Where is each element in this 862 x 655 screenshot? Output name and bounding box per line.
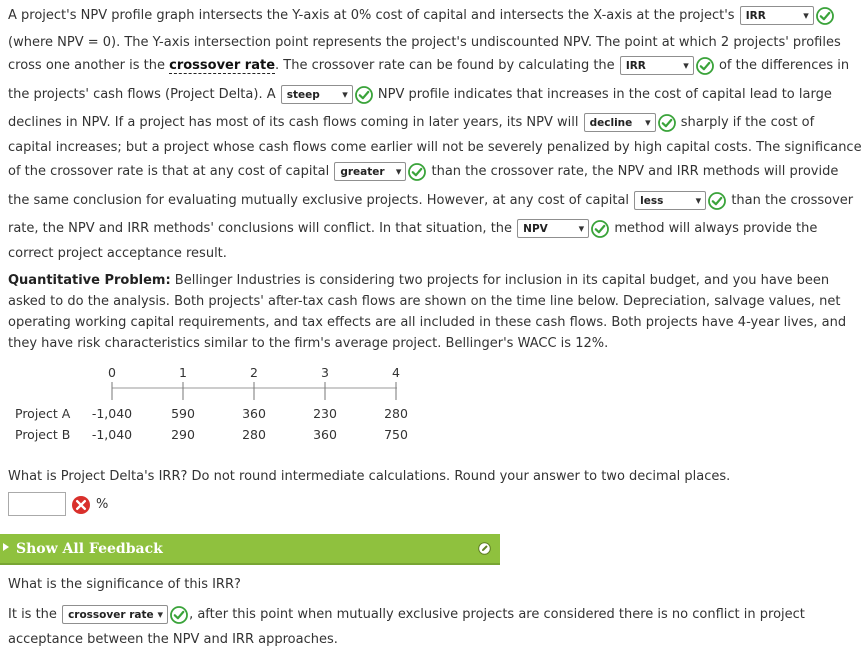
check-icon bbox=[696, 57, 714, 75]
crossover-rate-select[interactable] bbox=[62, 605, 168, 624]
problem-text: operating working capital requirements, and tax effects are all included in these cash flows. Both projects have 4-year lives, and bbox=[8, 315, 847, 330]
chevron-down-icon: ▾ bbox=[342, 88, 348, 101]
cash-flow-value: -1,040 bbox=[91, 406, 133, 421]
question-text: What is Project Delta's IRR? Do not round intermediate calculations. Round your answer to two decimal places. bbox=[8, 469, 731, 484]
select-value: greater bbox=[340, 166, 385, 178]
check-icon bbox=[170, 606, 188, 624]
intro-line-10 bbox=[8, 246, 227, 261]
intro-text: sharply if the cost of bbox=[680, 115, 815, 130]
timeline-axis bbox=[100, 380, 410, 404]
steep-select[interactable] bbox=[281, 85, 353, 104]
cash-flow-value: -1,040 bbox=[91, 427, 133, 442]
irr-select-1[interactable] bbox=[740, 6, 814, 25]
problem-text: Bellinger Industries is considering two projects for inclusion in its capital budget, and you have been bbox=[170, 273, 830, 288]
decline-select[interactable] bbox=[584, 113, 656, 132]
answer-text: , after this point when mutually exclusive projects are considered there is no conflict in project bbox=[189, 607, 805, 622]
question-significance bbox=[8, 577, 241, 592]
cash-flow-value: 230 bbox=[313, 406, 337, 421]
cash-flow-value: 280 bbox=[384, 406, 408, 421]
check-icon bbox=[658, 114, 676, 132]
select-value: NPV bbox=[523, 223, 548, 235]
intro-text: capital increases; but a project whose cash flows come earlier will not be severely penalized by high capital costs. The significance bbox=[8, 140, 862, 155]
irr-answer-input[interactable] bbox=[8, 492, 66, 516]
answer-text: It is the bbox=[8, 607, 57, 622]
cash-flow-value: 590 bbox=[171, 406, 195, 421]
question-irr bbox=[8, 469, 730, 484]
select-value: less bbox=[640, 195, 664, 207]
intro-text: than the crossover rate, the NPV and IRR methods will provide bbox=[431, 164, 839, 179]
intro-line-6 bbox=[8, 140, 862, 155]
answer-text: acceptance between the NPV and IRR approaches. bbox=[8, 632, 338, 647]
select-value: crossover rate bbox=[68, 609, 154, 621]
intro-line-8 bbox=[8, 191, 853, 210]
intro-text: rate, the NPV and IRR methods' conclusions will conflict. In that situation, the bbox=[8, 221, 513, 236]
chevron-down-icon: ▾ bbox=[683, 59, 689, 72]
select-value: steep bbox=[286, 89, 320, 101]
chevron-down-icon: ▾ bbox=[157, 608, 164, 621]
intro-line-5 bbox=[8, 113, 814, 132]
period-label: 0 bbox=[108, 365, 116, 380]
chevron-down-icon: ▾ bbox=[645, 116, 651, 129]
select-value: IRR bbox=[745, 10, 766, 22]
project-a-label: Project A bbox=[15, 406, 71, 421]
problem-text: asked to do the analysis. Both projects' after-tax cash flows are shown on the time line below. Depreciation, salvage values, net bbox=[8, 294, 841, 309]
cash-flow-value: 360 bbox=[242, 406, 266, 421]
intro-text: declines in NPV. If a project has most of its cash flows coming in later years, its NPV will bbox=[8, 115, 579, 130]
intro-text: the projects' cash flows (Project Delta). A bbox=[8, 87, 276, 102]
check-icon bbox=[708, 192, 726, 210]
chevron-down-icon: ▾ bbox=[395, 165, 402, 178]
intro-text: method will always provide the bbox=[614, 221, 818, 236]
intro-text: NPV profile indicates that increases in the cost of capital lead to large bbox=[377, 87, 832, 102]
irr-select-2[interactable] bbox=[620, 56, 694, 75]
expand-triangle-icon bbox=[3, 543, 9, 551]
chevron-down-icon: ▾ bbox=[803, 9, 809, 22]
wrong-icon bbox=[71, 495, 91, 515]
intro-line-3 bbox=[8, 56, 849, 75]
check-icon bbox=[355, 86, 373, 104]
feedback-label: Show All Feedback bbox=[16, 541, 163, 557]
period-label: 4 bbox=[392, 365, 400, 380]
problem-line-3 bbox=[8, 315, 846, 330]
period-label: 3 bbox=[321, 365, 329, 380]
show-all-feedback-button[interactable] bbox=[0, 534, 500, 565]
check-icon bbox=[591, 220, 609, 238]
check-icon bbox=[816, 7, 834, 25]
npv-select[interactable] bbox=[517, 219, 589, 238]
project-b-label: Project B bbox=[15, 427, 71, 442]
cash-flow-value: 750 bbox=[384, 427, 408, 442]
select-value: decline bbox=[589, 117, 633, 129]
problem-text: they have risk characteristics similar to the firm's average project. Bellinger's WACC is 12%. bbox=[8, 336, 609, 351]
cash-flow-value: 360 bbox=[313, 427, 337, 442]
chevron-down-icon: ▾ bbox=[695, 194, 702, 207]
problem-line-1 bbox=[8, 273, 829, 288]
select-value: IRR bbox=[625, 60, 646, 72]
problem-line-4 bbox=[8, 336, 608, 351]
cash-flow-value: 290 bbox=[171, 427, 195, 442]
intro-text: cross one another is the bbox=[8, 58, 165, 73]
less-select[interactable] bbox=[634, 191, 706, 210]
check-icon bbox=[408, 163, 426, 181]
answer2-line-2 bbox=[8, 632, 338, 647]
intro-line-4 bbox=[8, 85, 832, 104]
problem-line-2 bbox=[8, 294, 840, 309]
percent-unit: % bbox=[96, 497, 109, 512]
intro-text: A project's NPV profile graph intersects the Y-axis at 0% cost of capital and intersects the X-axis at the project's bbox=[8, 8, 735, 23]
chevron-down-icon: ▾ bbox=[578, 222, 585, 235]
problem-label: Quantitative Problem: bbox=[8, 273, 171, 288]
period-label: 2 bbox=[250, 365, 258, 380]
edit-circle-icon bbox=[478, 542, 489, 553]
period-label: 1 bbox=[179, 365, 187, 380]
intro-line-2 bbox=[8, 35, 841, 50]
intro-text: than the crossover bbox=[731, 193, 854, 208]
answer2-line-1 bbox=[8, 605, 805, 624]
intro-text: of the crossover rate is that at any cost of capital bbox=[8, 164, 330, 179]
intro-text: the same conclusion for evaluating mutually exclusive projects. However, at any cost of capital bbox=[8, 193, 630, 208]
intro-line-7 bbox=[8, 162, 838, 181]
intro-text: correct project acceptance result. bbox=[8, 246, 227, 261]
intro-text: (where NPV = 0). The Y-axis intersection point represents the project's undiscounted NPV. The point at which 2 projects' profiles bbox=[8, 35, 841, 50]
crossover-rate-term[interactable]: crossover rate bbox=[169, 58, 276, 73]
intro-line-1 bbox=[8, 6, 835, 25]
intro-text: . The crossover rate can be found by calculating the bbox=[275, 58, 615, 73]
greater-select[interactable] bbox=[334, 162, 406, 181]
intro-line-9 bbox=[8, 219, 817, 238]
question-text: What is the significance of this IRR? bbox=[8, 577, 241, 592]
intro-text: of the differences in bbox=[718, 58, 850, 73]
cash-flow-value: 280 bbox=[242, 427, 266, 442]
